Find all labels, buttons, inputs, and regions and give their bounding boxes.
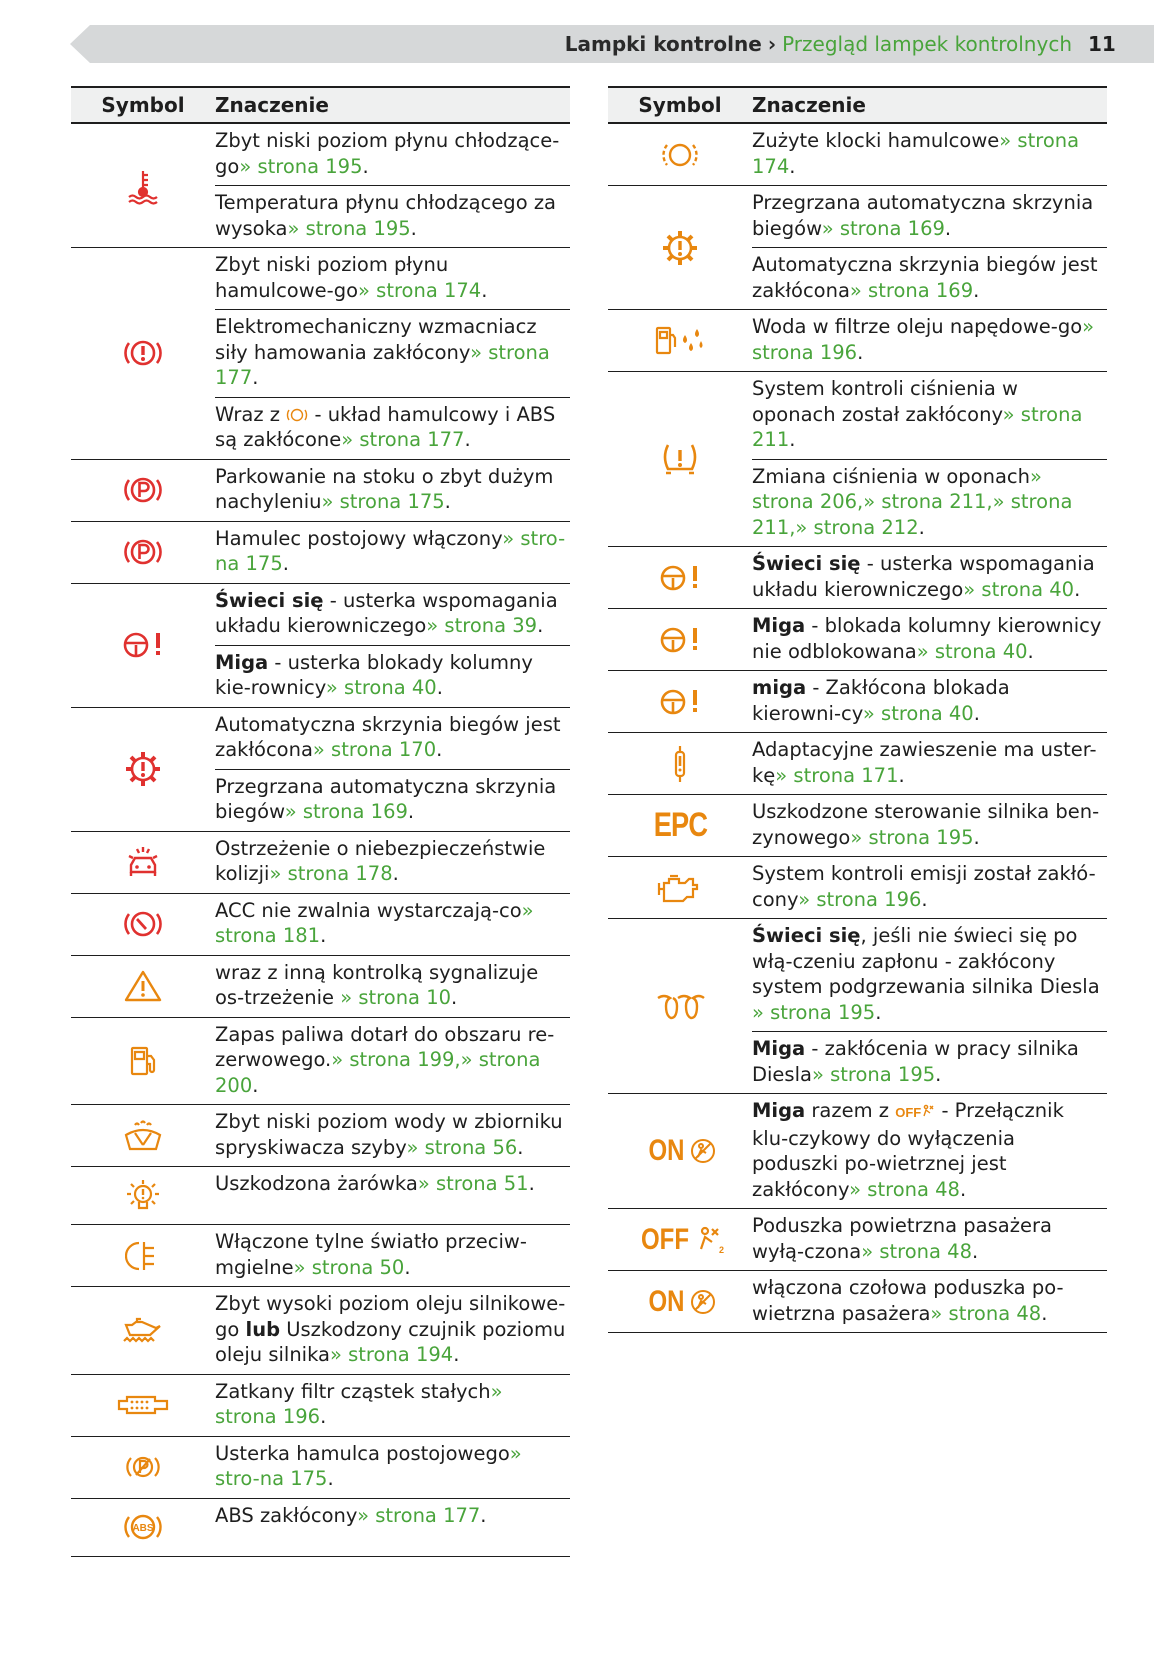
brake-warning-icon bbox=[121, 335, 165, 371]
page-link[interactable]: » strona 178 bbox=[269, 862, 393, 885]
page-link[interactable]: » strona 196 bbox=[752, 315, 1095, 364]
list-item: Zbyt niski poziom płynu chłodzące-go» strona 195. bbox=[215, 129, 560, 178]
steering-warning-icon bbox=[657, 624, 703, 656]
gearbox-warning-icon bbox=[124, 750, 162, 788]
breadcrumb-subsection[interactable]: Przegląd lampek kontrolnych bbox=[782, 32, 1072, 56]
page-link[interactable]: » stro-na 175 bbox=[215, 1441, 522, 1490]
list-item: Zmiana ciśnienia w oponach» strona 206,» strona 211,» strona 211,» strona 212. bbox=[752, 459, 1107, 547]
page-link[interactable]: » strona 169 bbox=[849, 278, 974, 302]
list-item: Woda w filtrze oleju napędowe-go» strona 196. bbox=[752, 315, 1095, 364]
table-row bbox=[608, 857, 1107, 919]
page-link[interactable]: » strona 51 bbox=[417, 1172, 529, 1195]
page-link[interactable]: » strona 195 bbox=[239, 154, 363, 178]
table-row bbox=[71, 1287, 570, 1375]
page-link[interactable]: » strona 177 bbox=[215, 340, 550, 389]
passenger-airbag-icon bbox=[695, 1225, 725, 1255]
page-link[interactable]: » stro-na 175 bbox=[215, 526, 566, 575]
table-row bbox=[608, 671, 1107, 733]
list-item: Zbyt niski poziom wody w zbiorniku spryskiwacza szyby» strona 56. bbox=[215, 1110, 563, 1159]
glow-plug-icon bbox=[655, 992, 705, 1020]
svg-text:ABS: ABS bbox=[132, 1523, 154, 1534]
steering-warning-icon bbox=[657, 686, 703, 718]
page-link[interactable]: » strona 48 bbox=[861, 1239, 972, 1263]
table-row bbox=[608, 186, 1107, 310]
list-item: ABS zakłócony» strona 177. bbox=[215, 1503, 487, 1527]
page-link[interactable]: » strona 211 bbox=[752, 402, 1083, 451]
page-link[interactable]: » strona 171 bbox=[775, 763, 899, 787]
parking-brake-icon bbox=[121, 534, 165, 570]
airbag-off-icon: OFF bbox=[641, 1222, 689, 1256]
gearbox-warning-icon bbox=[661, 229, 699, 267]
page-link[interactable]: » strona 50 bbox=[293, 1255, 405, 1279]
abs-small-icon bbox=[286, 407, 308, 423]
table-row bbox=[608, 1094, 1107, 1209]
page-link[interactable]: » strona 174 bbox=[752, 129, 1080, 178]
page-link[interactable]: » strona 39 bbox=[426, 614, 538, 637]
list-item: Automatyczna skrzynia biegów jest zakłócona» strona 170. bbox=[215, 712, 561, 761]
list-item: Ostrzeżenie o niebezpieczeństwie kolizji» strona 178. bbox=[215, 836, 546, 885]
meaning-header: Znaczenie bbox=[752, 93, 866, 117]
breadcrumb-section[interactable]: Lampki kontrolne bbox=[564, 32, 762, 56]
table-row bbox=[71, 460, 570, 522]
page-link[interactable]: » strona 181 bbox=[215, 898, 534, 947]
table-row bbox=[71, 956, 570, 1018]
page-link[interactable]: » strona 174 bbox=[358, 278, 482, 302]
table-row bbox=[71, 894, 570, 956]
list-item: Miga razem z OFF - Przełącznik klu-czykowy do wyłączenia poduszki po-wietrznej jest zakłócony» strona 48. bbox=[752, 1099, 1064, 1201]
page-link[interactable]: » strona 196 bbox=[798, 887, 922, 911]
engine-emission-icon bbox=[655, 871, 705, 905]
fuel-icon bbox=[126, 1044, 160, 1078]
bulb-failure-icon bbox=[123, 1176, 163, 1216]
rear-fog-light-icon bbox=[125, 1238, 161, 1274]
list-item: Automatyczna skrzynia biegów jest zakłócona» strona 169. bbox=[752, 247, 1107, 309]
page-link[interactable]: » strona 56 bbox=[406, 1135, 518, 1159]
page-link[interactable]: » strona 169 bbox=[821, 216, 945, 240]
page-number: 11 bbox=[1088, 32, 1116, 56]
page-link[interactable]: » strona 195 bbox=[287, 216, 411, 240]
page-link[interactable]: » strona 40 bbox=[862, 701, 974, 725]
table-row bbox=[608, 124, 1107, 186]
list-item: Miga - usterka blokady kolumny kie-rownicy» strona 40. bbox=[215, 645, 570, 707]
symbol-header: Symbol bbox=[101, 93, 185, 117]
list-item: Zapas paliwa dotarł do obszaru re-zerwowego.» strona 199,» strona 200. bbox=[215, 1022, 555, 1097]
page-link[interactable]: » strona 48 bbox=[930, 1301, 1042, 1325]
table-row bbox=[71, 1167, 570, 1225]
list-item: Świeci się - usterka wspomagania układu kierowniczego» strona 39. bbox=[215, 588, 558, 637]
table-header bbox=[71, 86, 570, 124]
breadcrumb bbox=[565, 31, 1072, 57]
page-link[interactable]: » strona 169 bbox=[284, 800, 408, 823]
meaning-header: Znaczenie bbox=[215, 93, 329, 117]
page-link[interactable]: » strona 195 bbox=[752, 1000, 876, 1024]
table-row bbox=[608, 609, 1107, 671]
page-link[interactable]: » strona 199,» strona 200 bbox=[215, 1048, 541, 1097]
list-item: Włączone tylne światło przeciw-mgielne» strona 50. bbox=[215, 1230, 527, 1279]
page-link[interactable]: » strona 177 bbox=[357, 1503, 481, 1527]
list-item: Przegrzana automatyczna skrzynia biegów» strona 169. bbox=[752, 191, 1094, 240]
page-link[interactable]: » strona 195 bbox=[811, 1062, 936, 1086]
list-item: Świeci się, jeśli nie świeci się po włą-czeniu zapłonu - zakłócony system podgrzewania silnika Diesla » strona 195. bbox=[752, 924, 1100, 1024]
adaptive-suspension-icon bbox=[670, 744, 690, 784]
acc-warning-icon bbox=[121, 906, 165, 942]
list-item: Poduszka powietrzna pasażera wyłą-czona» strona 48. bbox=[752, 1214, 1052, 1263]
page-link[interactable]: » strona 40 bbox=[963, 577, 1075, 601]
epc-icon: EPC bbox=[653, 806, 707, 844]
breadcrumb-separator: › bbox=[767, 32, 777, 56]
list-item: włączona czołowa poduszka po-wietrzna pasażera» strona 48. bbox=[752, 1276, 1064, 1325]
list-item: Miga - blokada kolumny kierownicy nie odblokowana» strona 40. bbox=[752, 614, 1102, 663]
table-row bbox=[71, 1437, 570, 1499]
page-link[interactable]: » strona 10 bbox=[340, 986, 452, 1009]
airbag-on-icon: ON bbox=[648, 1134, 684, 1167]
steering-warning-icon bbox=[120, 629, 166, 661]
table-row bbox=[608, 1209, 1107, 1271]
page-link[interactable]: » strona 194 bbox=[330, 1343, 454, 1366]
parking-brake-icon bbox=[121, 472, 165, 508]
parking-brake-fault-icon bbox=[123, 1451, 163, 1483]
washer-fluid-icon bbox=[122, 1119, 164, 1153]
particulate-filter-icon bbox=[115, 1391, 171, 1419]
list-item: Elektromechaniczny wzmacniacz siły hamowania zakłócony» strona 177. bbox=[215, 309, 570, 397]
list-item: Uszkodzona żarówka» strona 51. bbox=[215, 1172, 535, 1195]
table-row bbox=[71, 522, 570, 584]
list-item: Parkowanie na stoku o zbyt dużym nachyleniu» strona 175. bbox=[215, 464, 554, 513]
table-row bbox=[608, 919, 1107, 1094]
list-item: Temperatura płynu chłodzącego za wysoka» strona 195. bbox=[215, 185, 570, 247]
table-row bbox=[608, 547, 1107, 609]
table-row bbox=[71, 708, 570, 832]
left-table bbox=[71, 86, 570, 1557]
oil-level-icon bbox=[120, 1313, 166, 1347]
table-header bbox=[608, 86, 1107, 124]
list-item: Usterka hamulca postojowego» stro-na 175. bbox=[215, 1441, 522, 1490]
list-item: ACC nie zwalnia wystarczają-co» strona 181. bbox=[215, 898, 534, 947]
table-row bbox=[608, 733, 1107, 795]
table-row bbox=[71, 124, 570, 248]
table-row bbox=[608, 795, 1107, 857]
page-link[interactable]: » strona 40 bbox=[916, 639, 1028, 663]
symbol-header: Symbol bbox=[638, 93, 722, 117]
table-row bbox=[608, 310, 1107, 372]
page-link[interactable]: » strona 196 bbox=[215, 1379, 503, 1428]
steering-warning-icon bbox=[657, 562, 703, 594]
airbag-symbol-icon bbox=[689, 1288, 717, 1316]
list-item: Uszkodzone sterowanie silnika ben-zynowego» strona 195. bbox=[752, 800, 1100, 849]
list-item: miga - Zakłócona blokada kierowni-cy» strona 40. bbox=[752, 676, 1010, 725]
list-item: System kontroli ciśnienia w oponach został zakłócony» strona 211. bbox=[752, 377, 1083, 451]
table-row bbox=[71, 832, 570, 894]
right-table bbox=[608, 86, 1107, 1333]
list-item: Świeci się - usterka wspomagania układu kierowniczego» strona 40. bbox=[752, 552, 1095, 601]
list-item: Hamulec postojowy włączony» stro-na 175. bbox=[215, 526, 566, 575]
table-row bbox=[608, 1271, 1107, 1333]
list-item: System kontroli emisji został zakłó-cony» strona 196. bbox=[752, 862, 1096, 911]
list-item: wraz z inną kontrolką sygnalizuje os-trzeżenie » strona 10. bbox=[215, 960, 539, 1009]
list-item: Zbyt wysoki poziom oleju silnikowe-go lub Uszkodzony czujnik poziomu oleju silnika» strona 194. bbox=[215, 1292, 566, 1366]
list-item: Przegrzana automatyczna skrzynia biegów» strona 169. bbox=[215, 769, 570, 831]
coolant-temperature-icon bbox=[123, 167, 163, 205]
water-in-fuel-icon bbox=[653, 323, 707, 359]
page-link[interactable]: » strona 40 bbox=[325, 676, 437, 699]
off-small-icon: OFF bbox=[895, 1105, 922, 1120]
page-link[interactable]: » strona 177 bbox=[341, 428, 465, 451]
table-row bbox=[608, 372, 1107, 547]
list-item: Zużyte klocki hamulcowe» strona 174. bbox=[752, 129, 1080, 178]
collision-warning-icon bbox=[120, 844, 166, 880]
airbag-on-icon: ON bbox=[648, 1284, 684, 1318]
tyre-pressure-icon bbox=[658, 441, 702, 477]
svg-text:2: 2 bbox=[719, 1244, 725, 1255]
table-row bbox=[71, 1499, 570, 1557]
list-item: Wraz z - układ hamulcowy i ABS są zakłócone» strona 177. bbox=[215, 397, 570, 459]
table-row bbox=[71, 1105, 570, 1167]
page-link[interactable]: » strona 206,» strona 211,» strona 211,» strona 212 bbox=[752, 464, 1073, 539]
table-row bbox=[71, 584, 570, 708]
abs-icon bbox=[121, 1509, 165, 1545]
page-link[interactable]: » strona 195 bbox=[850, 825, 974, 849]
page-link[interactable]: » strona 170 bbox=[312, 738, 437, 761]
list-item: Adaptacyjne zawieszenie ma uster-kę» strona 171. bbox=[752, 738, 1097, 787]
table-row bbox=[71, 248, 570, 460]
table-row bbox=[71, 1225, 570, 1287]
list-item: Miga - zakłócenia w pracy silnika Diesla» strona 195. bbox=[752, 1031, 1107, 1093]
page-link[interactable]: » strona 175 bbox=[321, 490, 445, 513]
list-item: Zatkany filtr cząstek stałych» strona 196. bbox=[215, 1379, 503, 1428]
page-link[interactable]: » strona 48 bbox=[849, 1177, 960, 1201]
table-row bbox=[71, 1375, 570, 1437]
airbag-symbol-icon bbox=[689, 1137, 717, 1165]
passenger-small-icon bbox=[921, 1104, 935, 1118]
brake-pads-icon bbox=[658, 137, 702, 173]
warning-triangle-icon bbox=[123, 969, 163, 1003]
list-item: Zbyt niski poziom płynu hamulcowe-go» strona 174. bbox=[215, 253, 488, 302]
table-row bbox=[71, 1018, 570, 1106]
